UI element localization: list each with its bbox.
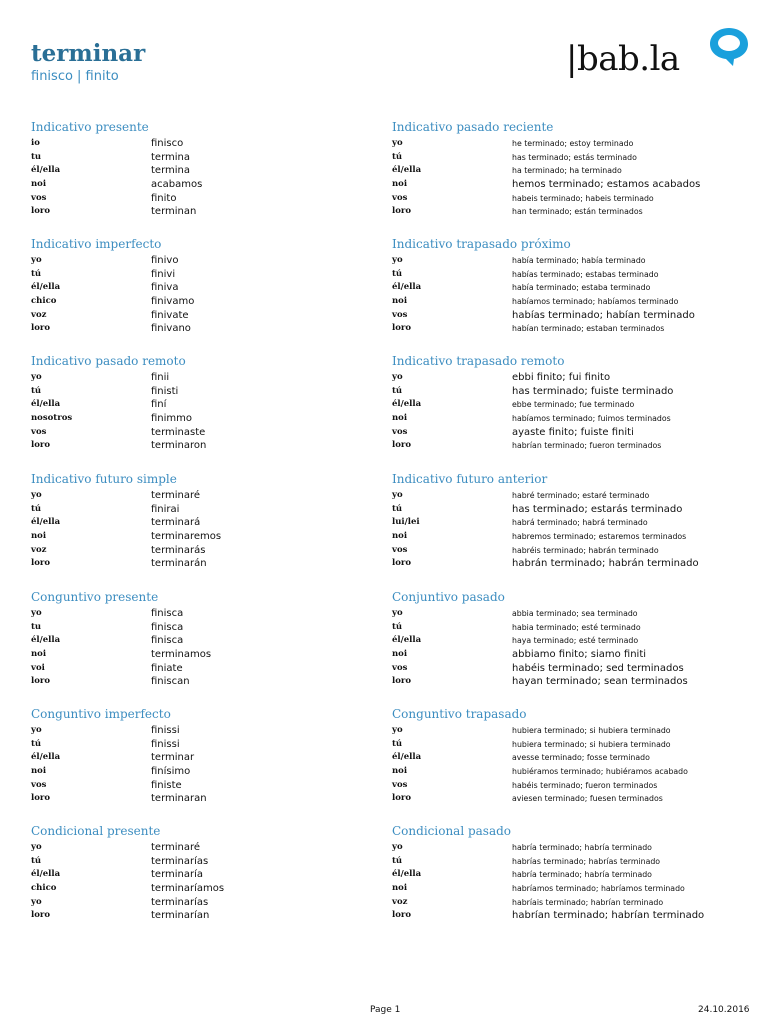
conjugation-row — [392, 178, 752, 192]
verb-form: finisca — [151, 621, 184, 633]
conjugation-row — [392, 662, 752, 676]
verb-form: había terminado; había terminado — [512, 256, 646, 265]
conjugation-row — [392, 503, 752, 517]
verb-form: finisco — [151, 138, 184, 149]
conjugation-row — [31, 751, 391, 765]
verb-form: habrías terminado; habrías terminado — [512, 856, 661, 866]
pronoun: voi — [31, 662, 45, 673]
conjugation-row — [392, 281, 752, 295]
verb-form: terminarías — [151, 855, 209, 867]
pronoun: yo — [31, 896, 42, 907]
verb-form: terminará — [151, 517, 201, 529]
conjugation-row — [31, 412, 391, 426]
conjugation-row — [31, 896, 391, 910]
pronoun: yo — [392, 138, 403, 148]
pronoun: él/ella — [31, 752, 61, 763]
conjugation-row — [392, 896, 752, 910]
verb-form: terminarás — [151, 544, 206, 556]
section-title: Conguntivo presente — [31, 590, 159, 604]
verb-form: terminarías — [151, 896, 209, 908]
verb-form: habría terminado; habría terminado — [512, 843, 652, 852]
conjugation-section — [392, 352, 752, 453]
pronoun: él/ella — [392, 869, 422, 880]
pronoun: voz — [392, 896, 408, 907]
verb-form: habías terminado; habían terminado — [512, 309, 695, 321]
conjugation-row — [392, 909, 752, 923]
verb-form: habríamos terminado; habríamos terminado — [512, 884, 685, 894]
conjugation-row — [31, 385, 391, 399]
pronoun: loro — [31, 440, 51, 451]
conjugation-row — [31, 855, 391, 869]
pronoun: loro — [392, 206, 412, 217]
pronoun: loro — [392, 910, 412, 921]
pronoun: yo — [392, 372, 403, 382]
pronoun: vos — [392, 426, 408, 437]
verb-form: habéis terminado; fueron terminados — [512, 780, 658, 790]
page-subtitle: finisco | finito — [31, 69, 119, 84]
verb-form: finii — [151, 372, 170, 383]
conjugation-row — [392, 792, 752, 806]
section-title: Indicativo trapasado remoto — [392, 354, 565, 368]
conjugation-row — [392, 530, 752, 544]
verb-form: habrán terminado; habrán terminado — [512, 558, 699, 570]
verb-form: termina — [151, 165, 190, 177]
verb-form: terminaran — [151, 793, 207, 805]
verb-form: finivamo — [151, 296, 195, 308]
verb-form: habéis terminado; sed terminados — [512, 662, 684, 674]
page-number: Page 1 — [370, 1005, 401, 1015]
conjugation-row — [31, 516, 391, 530]
pronoun: tu — [31, 151, 42, 162]
pronoun: noi — [392, 296, 408, 307]
conjugation-row — [392, 426, 752, 440]
speech-bubble-icon — [707, 24, 751, 74]
verb-form: aviesen terminado; fuesen terminados — [512, 794, 663, 804]
pronoun: tú — [392, 503, 403, 514]
verb-form: finissi — [151, 738, 180, 750]
verb-form: habrían terminado; fueron terminados — [512, 441, 662, 451]
section-title: Conjuntivo pasado — [392, 590, 505, 604]
conjugation-row — [392, 412, 752, 426]
verb-form: acabamos — [151, 179, 203, 191]
verb-form: finito — [151, 192, 177, 204]
conjugation-row — [31, 164, 391, 178]
pronoun: vos — [392, 192, 408, 203]
pronoun: él/ella — [31, 635, 61, 646]
verb-form: hemos terminado; estamos acabados — [512, 179, 701, 191]
conjugation-section — [392, 822, 752, 923]
pronoun: noi — [31, 766, 47, 777]
section-title: Indicativo pasado reciente — [392, 120, 554, 134]
conjugation-row — [392, 164, 752, 178]
verb-form: hubiéramos terminado; hubiéramos acabado — [512, 767, 688, 777]
verb-form: finimmo — [151, 413, 193, 425]
conjugation-row — [392, 192, 752, 206]
conjugation-row — [31, 544, 391, 558]
pronoun: tú — [31, 855, 42, 866]
verb-form: ha terminado; ha terminado — [512, 166, 622, 176]
verb-form: habría terminado; habría terminado — [512, 870, 652, 880]
verb-form: había terminado; estaba terminado — [512, 283, 651, 293]
pronoun: yo — [31, 608, 42, 618]
conjugation-row — [392, 765, 752, 779]
conjugation-row — [31, 151, 391, 165]
verb-form: finiscan — [151, 676, 190, 688]
pronoun: tú — [392, 151, 403, 162]
pronoun: noi — [392, 531, 408, 542]
pronoun: tú — [392, 738, 403, 749]
conjugation-row — [31, 530, 391, 544]
pronoun: loro — [31, 206, 51, 217]
page-title: terminar — [31, 40, 146, 67]
verb-form: habremos terminado; estaremos terminados — [512, 532, 687, 542]
pronoun: yo — [31, 842, 42, 852]
section-title: Indicativo trapasado próximo — [392, 237, 571, 251]
babla-logo-text: |bab.la — [566, 39, 680, 79]
verb-form: terminar — [151, 752, 195, 764]
conjugation-row — [392, 724, 752, 738]
pronoun: yo — [31, 490, 42, 500]
pronoun: tú — [31, 385, 42, 396]
verb-form: he terminado; estoy terminado — [512, 139, 634, 148]
conjugation-row — [392, 855, 752, 869]
pronoun: él/ella — [31, 869, 61, 880]
verb-form: finivate — [151, 309, 189, 321]
pronoun: chico — [31, 883, 57, 894]
pronoun: tú — [392, 268, 403, 279]
pronoun: noi — [392, 413, 408, 424]
verb-form: ebbi finito; fui finito — [512, 372, 611, 383]
conjugation-row — [392, 151, 752, 165]
pronoun: loro — [392, 558, 412, 569]
pronoun: vos — [392, 779, 408, 790]
section-title: Indicativo imperfecto — [31, 237, 162, 251]
conjugation-row — [31, 841, 391, 855]
pronoun: yo — [392, 725, 403, 735]
verb-form: finísimo — [151, 766, 191, 778]
conjugation-row — [392, 841, 752, 855]
conjugation-row — [392, 371, 752, 385]
pronoun: noi — [392, 179, 408, 190]
pronoun: loro — [31, 676, 51, 687]
verb-form: ebbe terminado; fue terminado — [512, 400, 635, 410]
pronoun: tú — [392, 621, 403, 632]
pronoun: tú — [31, 738, 42, 749]
conjugation-row — [31, 137, 391, 151]
verb-form: terminaríamos — [151, 883, 225, 895]
conjugation-row — [31, 557, 391, 571]
verb-form: terminaría — [151, 869, 204, 881]
pronoun: él/ella — [392, 399, 422, 410]
conjugation-row — [31, 675, 391, 689]
pronoun: él/ella — [31, 282, 61, 293]
verb-form: has terminado; estás terminado — [512, 152, 637, 162]
verb-form: habeis terminado; habeis terminado — [512, 193, 654, 203]
pronoun: voz — [31, 544, 47, 555]
verb-form: abbiamo finito; siamo finiti — [512, 649, 647, 661]
verb-form: terminan — [151, 206, 197, 218]
conjugation-section — [31, 235, 391, 336]
conjugation-section — [31, 822, 391, 923]
pronoun: tú — [31, 268, 42, 279]
verb-form: finiva — [151, 282, 179, 294]
pronoun: noi — [31, 179, 47, 190]
pronoun: vos — [31, 192, 47, 203]
conjugation-row — [31, 607, 391, 621]
pronoun: él/ella — [392, 282, 422, 293]
pronoun: loro — [31, 323, 51, 334]
conjugation-row — [392, 675, 752, 689]
conjugation-section — [392, 588, 752, 689]
conjugation-row — [392, 607, 752, 621]
section-title: Indicativo futuro anterior — [392, 472, 548, 486]
conjugation-row — [392, 738, 752, 752]
conjugation-section — [392, 470, 752, 571]
conjugation-row — [392, 398, 752, 412]
verb-form: habréis terminado; habrán terminado — [512, 545, 659, 555]
pronoun: vos — [31, 426, 47, 437]
conjugation-row — [31, 398, 391, 412]
conjugation-row — [31, 882, 391, 896]
pronoun: chico — [31, 296, 57, 307]
verb-form: abbia terminado; sea terminado — [512, 609, 638, 618]
conjugation-row — [31, 309, 391, 323]
section-title: Indicativo pasado remoto — [31, 354, 186, 368]
verb-form: habrá terminado; habrá terminado — [512, 518, 648, 528]
verb-form: finissi — [151, 725, 180, 736]
verb-form: termina — [151, 151, 190, 163]
verb-form: hayan terminado; sean terminados — [512, 676, 688, 688]
verb-form: finivano — [151, 323, 191, 335]
pronoun: tú — [31, 503, 42, 514]
pronoun: yo — [31, 372, 42, 382]
conjugation-row — [392, 634, 752, 648]
pronoun: él/ella — [31, 399, 61, 410]
pronoun: loro — [31, 558, 51, 569]
pronoun: loro — [392, 440, 412, 451]
pronoun: noi — [392, 766, 408, 777]
conjugation-row — [31, 909, 391, 923]
conjugation-row — [392, 489, 752, 503]
verb-form: habrían terminado; habrían terminado — [512, 910, 705, 922]
conjugation-row — [392, 779, 752, 793]
conjugation-section — [31, 470, 391, 571]
conjugation-row — [31, 634, 391, 648]
verb-form: terminaremos — [151, 531, 222, 543]
conjugation-section — [392, 118, 752, 219]
conjugation-row — [392, 205, 752, 219]
conjugation-row — [392, 137, 752, 151]
document-date: 24.10.2016 — [698, 1005, 750, 1015]
conjugation-row — [392, 621, 752, 635]
pronoun: él/ella — [392, 165, 422, 176]
pronoun: él/ella — [31, 517, 61, 528]
section-title: Indicativo futuro simple — [31, 472, 177, 486]
conjugation-row — [31, 738, 391, 752]
verb-form: habia terminado; esté terminado — [512, 622, 641, 632]
verb-form: terminaré — [151, 842, 201, 853]
pronoun: vos — [392, 544, 408, 555]
pronoun: loro — [31, 910, 51, 921]
section-title: Condicional presente — [31, 824, 161, 838]
verb-form: finisti — [151, 385, 179, 397]
pronoun: noi — [392, 883, 408, 894]
conjugation-row — [392, 385, 752, 399]
verb-form: finirai — [151, 503, 180, 515]
pronoun: yo — [31, 255, 42, 265]
pronoun: io — [31, 138, 40, 148]
verb-form: finiste — [151, 779, 182, 791]
conjugation-row — [392, 557, 752, 571]
pronoun: lui/lei — [392, 517, 420, 528]
verb-form: terminarán — [151, 558, 207, 570]
conjugation-row — [392, 751, 752, 765]
conjugation-row — [31, 439, 391, 453]
verb-form: habías terminado; estabas terminado — [512, 269, 659, 279]
verb-form: hubiera terminado; si hubiera terminado — [512, 739, 671, 749]
conjugation-row — [392, 544, 752, 558]
pronoun: él/ella — [392, 752, 422, 763]
conjugation-row — [31, 268, 391, 282]
pronoun: voz — [31, 309, 47, 320]
verb-form: terminaste — [151, 426, 206, 438]
conjugation-row — [392, 648, 752, 662]
pronoun: loro — [31, 793, 51, 804]
pronoun: él/ella — [31, 165, 61, 176]
conjugation-row — [31, 724, 391, 738]
pronoun: loro — [392, 793, 412, 804]
conjugation-row — [31, 295, 391, 309]
conjugation-row — [31, 178, 391, 192]
conjugation-row — [392, 439, 752, 453]
conjugation-row — [31, 322, 391, 336]
verb-form: haya terminado; esté terminado — [512, 636, 639, 646]
pronoun: vos — [31, 779, 47, 790]
verb-form: finisca — [151, 608, 184, 619]
conjugation-row — [31, 868, 391, 882]
pronoun: yo — [392, 842, 403, 852]
conjugation-row — [31, 489, 391, 503]
conjugation-row — [31, 662, 391, 676]
pronoun: yo — [31, 725, 42, 735]
conjugation-row — [31, 648, 391, 662]
conjugation-row — [392, 868, 752, 882]
conjugation-row — [31, 192, 391, 206]
conjugation-section — [31, 352, 391, 453]
conjugation-row — [392, 322, 752, 336]
verb-form: habíamos terminado; fuimos terminados — [512, 414, 671, 424]
conjugation-row — [31, 792, 391, 806]
conjugation-row — [31, 371, 391, 385]
pronoun: loro — [392, 323, 412, 334]
pronoun: yo — [392, 608, 403, 618]
conjugation-section — [31, 118, 391, 219]
conjugation-row — [31, 765, 391, 779]
verb-form: habían terminado; estaban terminados — [512, 324, 665, 334]
pronoun: noi — [31, 649, 47, 660]
verb-form: finí — [151, 399, 167, 411]
pronoun: yo — [392, 255, 403, 265]
conjugation-section — [392, 705, 752, 806]
conjugation-row — [31, 503, 391, 517]
verb-form: habríais terminado; habrían terminado — [512, 897, 664, 907]
pronoun: vos — [392, 309, 408, 320]
pronoun: tu — [31, 621, 42, 632]
conjugation-row — [31, 205, 391, 219]
pronoun: tú — [392, 855, 403, 866]
pronoun: noi — [31, 531, 47, 542]
pronoun: él/ella — [392, 635, 422, 646]
pronoun: tú — [392, 385, 403, 396]
conjugation-row — [31, 779, 391, 793]
verb-form: terminaron — [151, 440, 207, 452]
verb-form: habíamos terminado; habíamos terminado — [512, 297, 679, 307]
verb-form: terminarían — [151, 910, 210, 922]
pronoun: noi — [392, 649, 408, 660]
verb-form: finivi — [151, 268, 176, 280]
section-title: Conguntivo imperfecto — [31, 707, 171, 721]
verb-form: han terminado; están terminados — [512, 207, 643, 217]
verb-form: finiate — [151, 662, 183, 674]
verb-form: ayaste finito; fuiste finiti — [512, 426, 634, 438]
verb-form: avesse terminado; fosse terminado — [512, 753, 650, 763]
verb-form: terminaré — [151, 490, 201, 501]
conjugation-section — [31, 588, 391, 689]
conjugation-row — [392, 882, 752, 896]
section-title: Indicativo presente — [31, 120, 149, 134]
verb-form: hubiera terminado; si hubiera terminado — [512, 726, 671, 735]
verb-form: has terminado; estarás terminado — [512, 503, 683, 515]
pronoun: loro — [392, 676, 412, 687]
conjugation-row — [31, 281, 391, 295]
conjugation-row — [392, 268, 752, 282]
section-title: Condicional pasado — [392, 824, 512, 838]
conjugation-section — [31, 705, 391, 806]
section-title: Conguntivo trapasado — [392, 707, 527, 721]
conjugation-row — [392, 309, 752, 323]
verb-form: habré terminado; estaré terminado — [512, 491, 650, 500]
conjugation-section — [392, 235, 752, 336]
pronoun: nosotros — [31, 413, 73, 424]
pronoun: yo — [392, 490, 403, 500]
conjugation-row — [392, 295, 752, 309]
verb-form: finisca — [151, 635, 184, 647]
verb-form: terminamos — [151, 649, 212, 661]
conjugation-row — [392, 254, 752, 268]
verb-form: finivo — [151, 255, 179, 266]
conjugation-row — [31, 254, 391, 268]
conjugation-row — [31, 621, 391, 635]
pronoun: vos — [392, 662, 408, 673]
conjugation-row — [392, 516, 752, 530]
conjugation-row — [31, 426, 391, 440]
verb-form: has terminado; fuiste terminado — [512, 385, 674, 397]
